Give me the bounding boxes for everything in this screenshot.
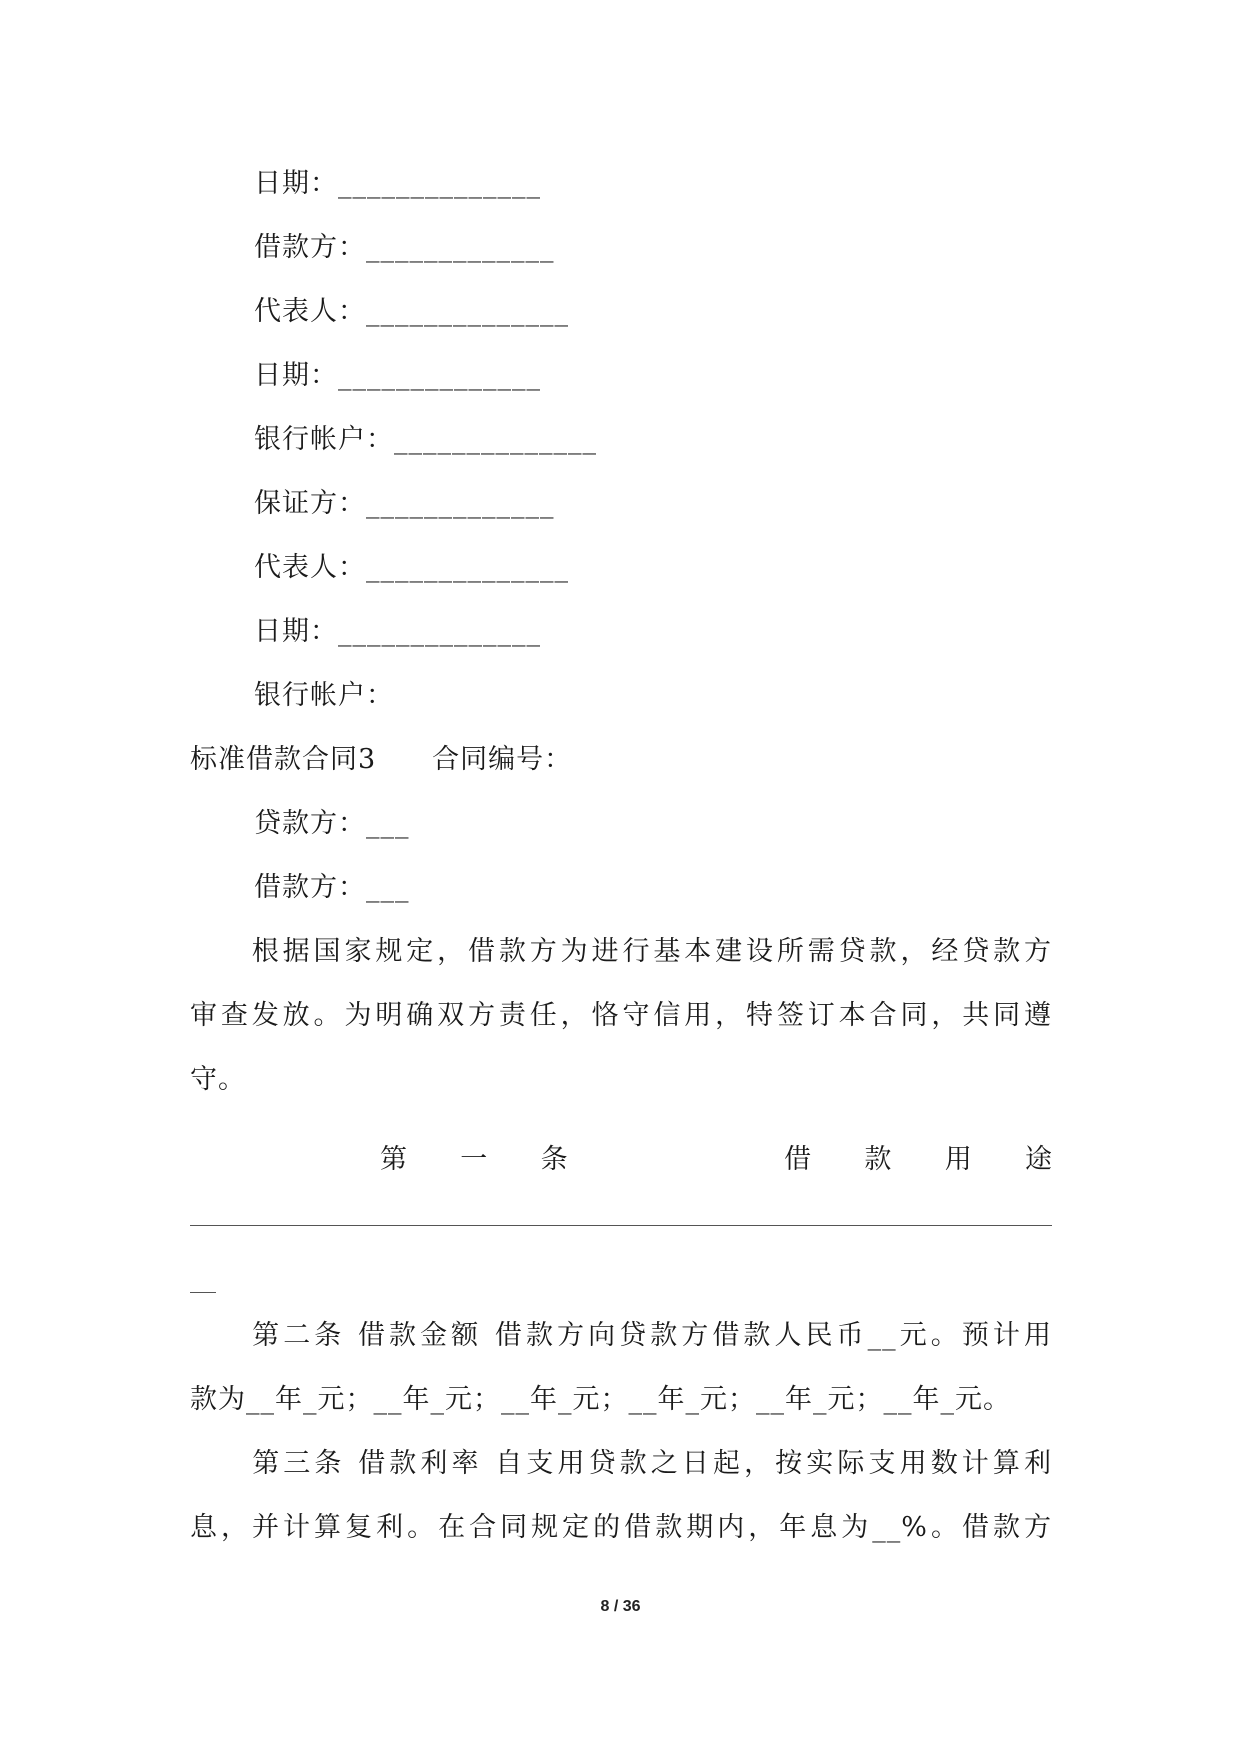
paragraph-line: 息，并计算复利。在合同规定的借款期内，年息为__%。借款方 xyxy=(190,1512,1052,1543)
borrower-line: 借款方：_____________ xyxy=(254,232,555,263)
article-heading xyxy=(190,1140,1052,1180)
blank-underline xyxy=(190,1292,216,1293)
bank-account-line: 银行帐户：______________ xyxy=(254,424,597,455)
representative-line: 代表人：______________ xyxy=(254,552,569,583)
borrower-line: 借款方：___ xyxy=(254,872,410,903)
paragraph-line: 审查发放。为明确双方责任，恪守信用，特签订本合同，共同遵 xyxy=(190,1000,1052,1031)
heading-char: 条 xyxy=(540,1144,568,1175)
heading-char: 第 xyxy=(380,1144,407,1175)
date-line: 日期：______________ xyxy=(254,168,541,199)
paragraph-line: 根据国家规定，借款方为进行基本建设所需贷款，经贷款方 xyxy=(190,936,1052,967)
blank-underline xyxy=(190,1225,1052,1226)
bank-account-line: 银行帐户： xyxy=(254,680,394,711)
paragraph-line: 第二条 借款金额 借款方向贷款方借款人民币__元。预计用 xyxy=(190,1320,1052,1351)
date-line: 日期：______________ xyxy=(254,360,541,391)
page-number: 8 / 36 xyxy=(600,1598,641,1615)
heading-char: 款 xyxy=(864,1144,892,1175)
heading-gap xyxy=(621,1140,731,1180)
paragraph-line: 款为__年_元；__年_元；__年_元；__年_元；__年_元；__年_元。 xyxy=(190,1384,1011,1415)
heading-char: 一 xyxy=(460,1144,488,1175)
date-line: 日期：______________ xyxy=(254,616,541,647)
contract-title-line: 标准借款合同3 合同编号： xyxy=(190,744,573,775)
heading-char: 用 xyxy=(944,1144,972,1175)
lender-line: 贷款方：___ xyxy=(254,808,410,839)
heading-char: 借 xyxy=(784,1144,812,1175)
paragraph-line: 守。 xyxy=(190,1064,246,1095)
heading-char: 途 xyxy=(1024,1144,1052,1175)
guarantor-line: 保证方：_____________ xyxy=(254,488,555,519)
paragraph-line: 第三条 借款利率 自支用贷款之日起，按实际支用数计算利 xyxy=(190,1448,1052,1479)
representative-line: 代表人：______________ xyxy=(254,296,569,327)
